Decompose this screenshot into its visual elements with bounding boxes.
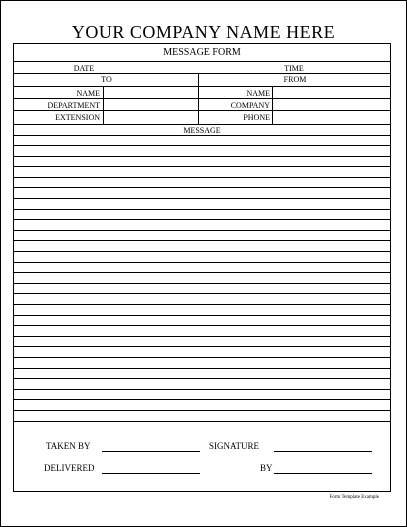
- message-line[interactable]: [14, 315, 390, 316]
- form-heading: MESSAGE FORM: [163, 47, 241, 58]
- message-line[interactable]: [14, 399, 390, 400]
- divider: [14, 110, 390, 111]
- by-field[interactable]: [274, 473, 372, 474]
- message-line[interactable]: [14, 410, 390, 411]
- date-label: DATE: [73, 64, 95, 73]
- message-line[interactable]: [14, 325, 390, 326]
- message-line[interactable]: [14, 156, 390, 157]
- from-company-field[interactable]: [273, 99, 390, 110]
- message-line[interactable]: [14, 177, 390, 178]
- to-name-label: NAME: [76, 89, 100, 98]
- message-line[interactable]: [14, 240, 390, 241]
- company-name-title: YOUR COMPANY NAME HERE: [71, 22, 336, 42]
- message-line[interactable]: [14, 166, 390, 167]
- by-label: BY: [260, 463, 273, 473]
- divider: [14, 98, 390, 99]
- message-line[interactable]: [14, 389, 390, 390]
- to-name-field[interactable]: [104, 87, 198, 98]
- message-line[interactable]: [14, 230, 390, 231]
- divider: [14, 421, 390, 422]
- message-line[interactable]: [14, 187, 390, 188]
- to-label: TO: [101, 75, 112, 84]
- message-line[interactable]: [14, 336, 390, 337]
- divider: [14, 135, 390, 136]
- message-label: MESSAGE: [183, 126, 221, 135]
- message-line[interactable]: [14, 357, 390, 358]
- message-line[interactable]: [14, 346, 390, 347]
- message-line[interactable]: [14, 293, 390, 294]
- to-department-field[interactable]: [104, 99, 198, 110]
- from-name-field[interactable]: [273, 87, 390, 98]
- message-line[interactable]: [14, 251, 390, 252]
- divider: [198, 74, 199, 125]
- message-line[interactable]: [14, 209, 390, 210]
- from-company-label: COMPANY: [230, 101, 270, 110]
- to-department-label: DEPARTMENT: [47, 101, 100, 110]
- date-field[interactable]: [14, 62, 199, 72]
- delivered-label: DELIVERED: [44, 463, 95, 473]
- delivered-field[interactable]: [102, 473, 200, 474]
- to-extension-label: EXTENSION: [55, 113, 100, 122]
- time-label: TIME: [284, 64, 304, 73]
- to-extension-field[interactable]: [104, 111, 198, 123]
- message-form: [13, 43, 391, 492]
- message-line[interactable]: [14, 262, 390, 263]
- taken-by-field[interactable]: [102, 451, 200, 452]
- time-field[interactable]: [200, 62, 390, 72]
- message-line[interactable]: [14, 304, 390, 305]
- divider: [14, 124, 390, 125]
- footer-note: Form Template Example: [329, 495, 379, 500]
- from-name-label: NAME: [246, 89, 270, 98]
- message-line[interactable]: [14, 145, 390, 146]
- taken-by-label: TAKEN BY: [46, 441, 91, 451]
- message-line[interactable]: [14, 198, 390, 199]
- message-line[interactable]: [14, 272, 390, 273]
- divider: [14, 73, 390, 74]
- signature-label: SIGNATURE: [209, 441, 260, 451]
- message-line[interactable]: [14, 283, 390, 284]
- from-label: FROM: [283, 75, 307, 84]
- from-phone-label: PHONE: [243, 113, 270, 122]
- from-phone-field[interactable]: [273, 111, 390, 123]
- signature-field[interactable]: [274, 451, 372, 452]
- message-line[interactable]: [14, 219, 390, 220]
- message-line[interactable]: [14, 378, 390, 379]
- message-line[interactable]: [14, 368, 390, 369]
